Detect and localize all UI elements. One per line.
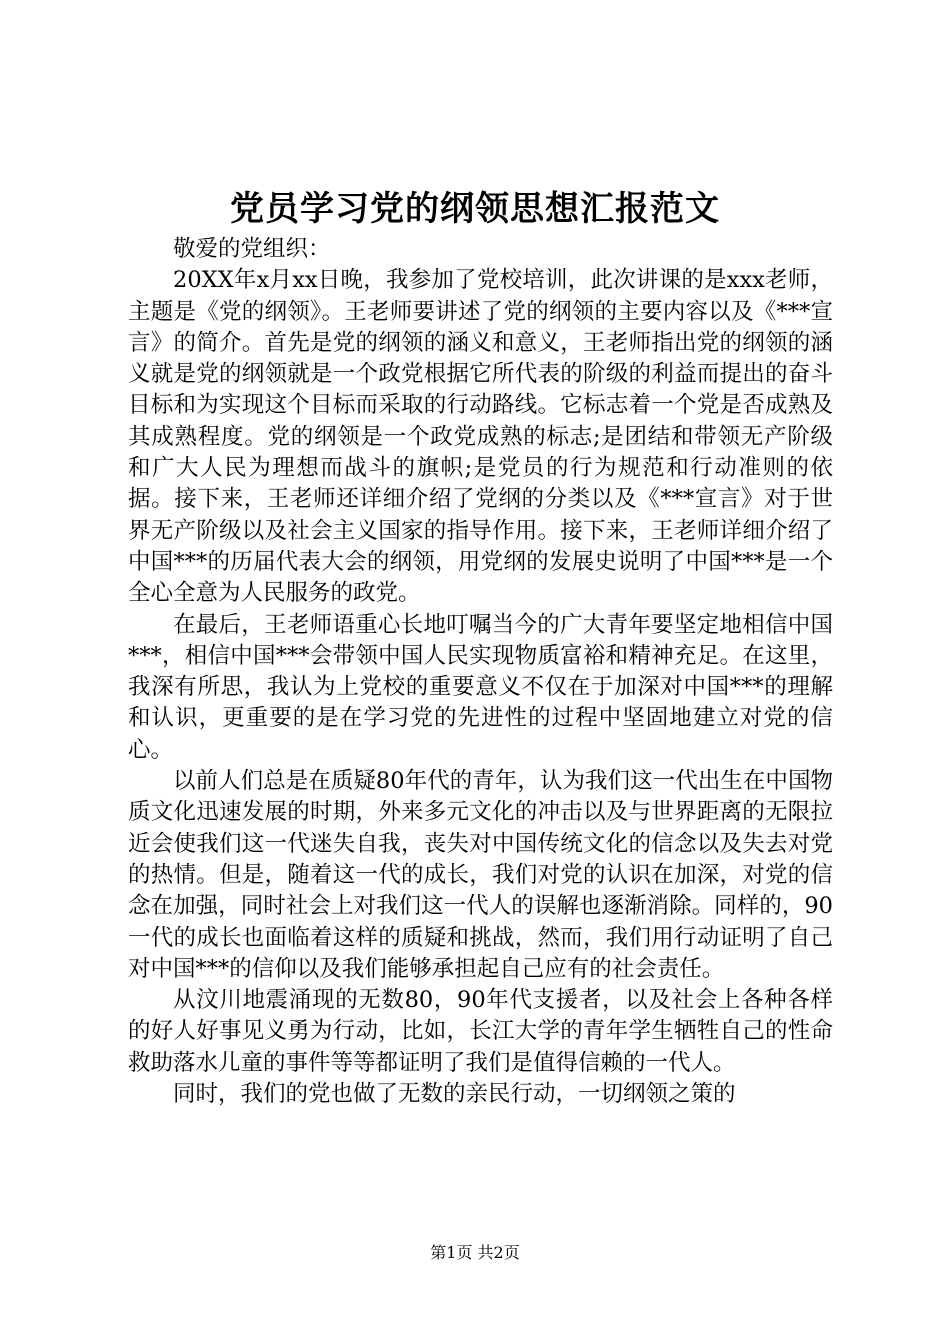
paragraph-3: 以前人们总是在质疑80年代的青年，认为我们这一代出生在中国物质文化迅速发展的时期，外来多元文化的冲击以及与世界距离的无限拉近会使我们这一代迷失自我，丧失对中国传统文化的信念以及失去对党的热情。但是，随着这一代的成长，我们对党的认识在加深，对党的信念在加强，同时社会上对我们这一代人的误解也逐渐消除。同样的，90一代的成长也面临着这样的质疑和挑战，然而，我们用行动证明了自己对中国***的信仰以及我们能够承担起自己应有的社会责任。: [128, 768, 833, 982]
paragraph-2: 在最后，王老师语重心长地叮嘱当今的广大青年要坚定地相信中国***，相信中国***会带领中国人民实现物质富裕和精神充足。在这里，我深有所思，我认为上党校的重要意义不仅在于加深对中国***的理解和认识，更重要的是在学习党的先进性的过程中坚固地建立对党的信心。: [128, 611, 833, 763]
paragraph-1: 20XX年x月xx日晚，我参加了党校培训，此次讲课的是xxx老师，主题是《党的纲领》。王老师要讲述了党的纲领的主要内容以及《***宣言》的简介。首先是党的纲领的涵义和意义，王老师指出党的纲领的涵义就是党的纲领就是一个政党根据它所代表的阶级的利益而提出的奋斗目标和为实现这个目标而采取的行动路线。它标志着一个党是否成熟及其成熟程度。党的纲领是一个政党成熟的标志;是团结和带领无产阶级和广大人民为理想而战斗的旗帜;是党员的行为规范和行动准则的依据。接下来，王老师还详细介绍了党纲的分类以及《***宣言》对于世界无产阶级以及社会主义国家的指导作用。接下来，王老师详细介绍了中国***的历届代表大会的纲领，用党纲的发展史说明了中国***是一个全心全意为人民服务的政党。: [128, 267, 833, 607]
paragraph-4: 从汶川地震涌现的无数80，90年代支援者，以及社会上各种各样的好人好事见义勇为行动，比如，长江大学的青年学生牺牲自己的性命救助落水儿童的事件等等都证明了我们是值得信赖的一代人。: [128, 987, 833, 1076]
salutation: 敬爱的党组织：: [173, 236, 331, 262]
page-title: 党员学习党的纲领思想汇报范文: [230, 189, 720, 229]
paragraph-5: 同时，我们的党也做了无数的亲民行动，一切纲领之策的: [173, 1081, 736, 1108]
page-footer: 第1页 共2页: [430, 1243, 520, 1262]
document-body: [128, 234, 833, 1110]
